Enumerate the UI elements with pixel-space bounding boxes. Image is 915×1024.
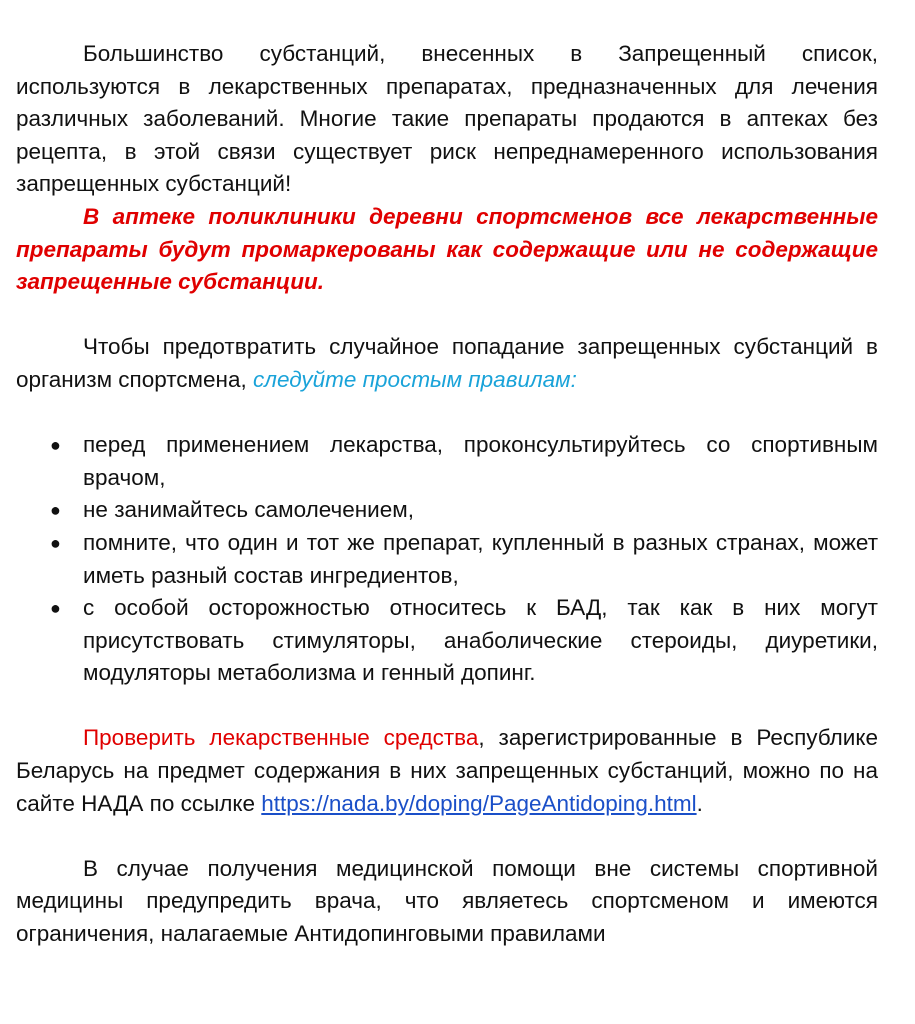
check-drugs-highlight: Проверить лекарственные средства <box>83 725 479 751</box>
rules-intro-text: Чтобы предотвратить случайное попадание запрещенных субстанций в организм спортсмена, <box>16 334 878 392</box>
check-drugs-text: , зарегистрированные в Республике Беларусь на предмет содержания в них запрещенных субстанций, можно по на сайте НАДА по ссылке <box>16 725 878 816</box>
pharmacy-notice-text: В аптеке поликлиники деревни спортсменов все лекарственные препараты будут промаркерованы как содержащие или не содержащие запрещенные субстанции. <box>16 203 878 295</box>
rule-text: с особой осторожностью относитесь к БАД, так как в них могут присутствовать стимуляторы, анаболические стероиды, диуретики, модуляторы метаболизма и генный допинг. <box>83 595 878 686</box>
bullet-icon: ● <box>50 435 61 456</box>
rules-list <box>16 429 878 690</box>
list-item <box>16 494 878 527</box>
rule-text: не занимайтесь самолечением, <box>83 497 414 523</box>
bullet-icon: ● <box>50 500 61 521</box>
rules-intro-highlight: следуйте простым правилам: <box>253 366 577 392</box>
document-page <box>16 38 878 951</box>
pharmacy-notice <box>16 201 878 299</box>
spacer <box>16 820 878 853</box>
list-item <box>16 429 878 494</box>
bullet-icon: ● <box>50 532 61 553</box>
spacer <box>16 397 878 430</box>
check-drugs-paragraph <box>16 722 878 820</box>
medical-help-paragraph: В случае получения медицинской помощи вне системы спортивной медицины предупредить врача, что являетесь спортсменом и имеются ограничения, налагаемые Антидопинговыми правилами <box>16 855 878 947</box>
rule-text: перед применением лекарства, проконсультируйтесь со спортивным врачом, <box>83 432 878 490</box>
nada-link[interactable]: https://nada.by/doping/PageAntidoping.html <box>261 790 697 816</box>
rule-text: помните, что один и тот же препарат, купленный в разных странах, может иметь разный состав ингредиентов, <box>83 529 878 588</box>
rules-intro-paragraph <box>16 331 878 396</box>
bullet-icon: ● <box>50 598 61 619</box>
intro-paragraph: Большинство субстанций, внесенных в Запрещенный список, используются в лекарственных препаратах, предназначенных для лечения различных заболеваний. Многие такие препараты продаются в аптеках без рецепта, в этой связи существует риск непреднамеренного использования запрещенных субстанций! <box>16 41 878 197</box>
spacer <box>16 299 878 332</box>
check-drugs-end: . <box>696 790 703 816</box>
spacer <box>16 690 878 723</box>
list-item <box>16 592 878 690</box>
list-item <box>16 527 878 592</box>
